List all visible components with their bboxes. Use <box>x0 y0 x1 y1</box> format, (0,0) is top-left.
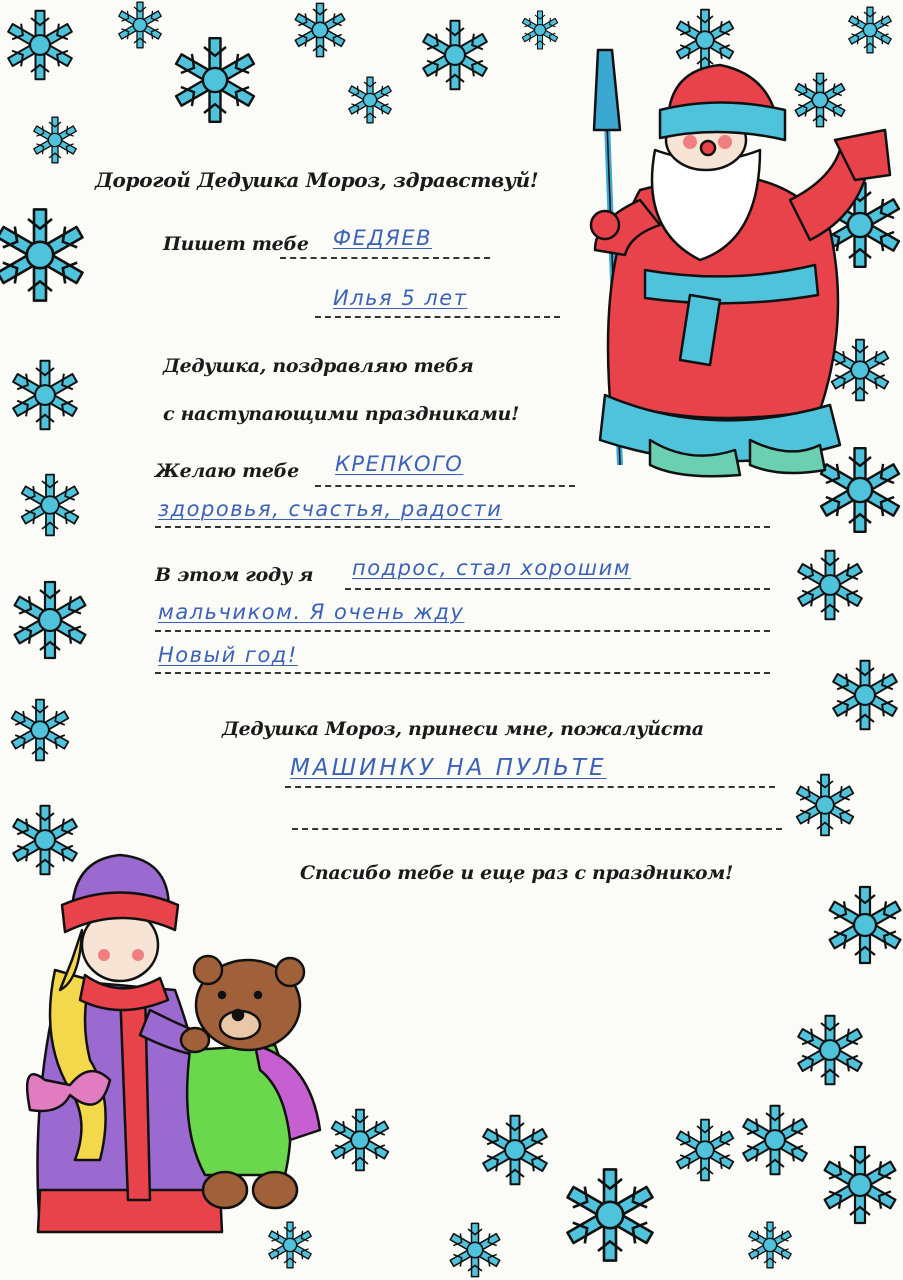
wish-field-line-2[interactable]: здоровья, счастья, радости <box>158 497 503 521</box>
closing-text: Спасибо тебе и еще раз с праздником! <box>300 862 734 884</box>
writer-name-line <box>315 316 560 318</box>
ded-moroz-illustration <box>591 50 890 476</box>
greeting-text: Дорогой Дедушка Мороз, здравствуй! <box>95 168 539 192</box>
year-label: В этом году я <box>155 564 314 586</box>
request-field-line-1[interactable]: МАШИНКУ НА ПУЛЬТЕ <box>290 755 607 781</box>
year-line-3-underline <box>155 672 770 674</box>
request-line-2-underline[interactable] <box>292 828 782 830</box>
writer-name-field[interactable]: Илья 5 лет <box>333 286 468 310</box>
year-line-1-underline <box>345 588 770 590</box>
year-field-line-3[interactable]: Новый год! <box>158 643 298 667</box>
year-line-2-underline <box>155 630 770 632</box>
wish-field-line-1[interactable]: КРЕПКОГО <box>335 452 464 476</box>
wish-line-1-underline <box>315 485 575 487</box>
request-label: Дедушка Мороз, принеси мне, пожалуйста <box>222 718 704 740</box>
year-field-line-2[interactable]: мальчиком. Я очень жду <box>158 600 465 624</box>
wish-line-2-underline <box>155 526 770 528</box>
writer-surname-line <box>280 257 490 259</box>
congrats-line-1: Дедушка, поздравляю тебя <box>163 355 474 377</box>
writer-surname-field[interactable]: ФЕДЯЕВ <box>333 226 433 250</box>
congrats-line-2: с наступающими праздниками! <box>163 403 520 425</box>
writer-label: Пишет тебе <box>163 233 309 255</box>
request-line-1-underline <box>285 786 775 788</box>
wish-label: Желаю тебе <box>155 460 299 482</box>
year-field-line-1[interactable]: подрос, стал хорошим <box>352 556 632 580</box>
bear-cub-illustration <box>181 956 320 1208</box>
